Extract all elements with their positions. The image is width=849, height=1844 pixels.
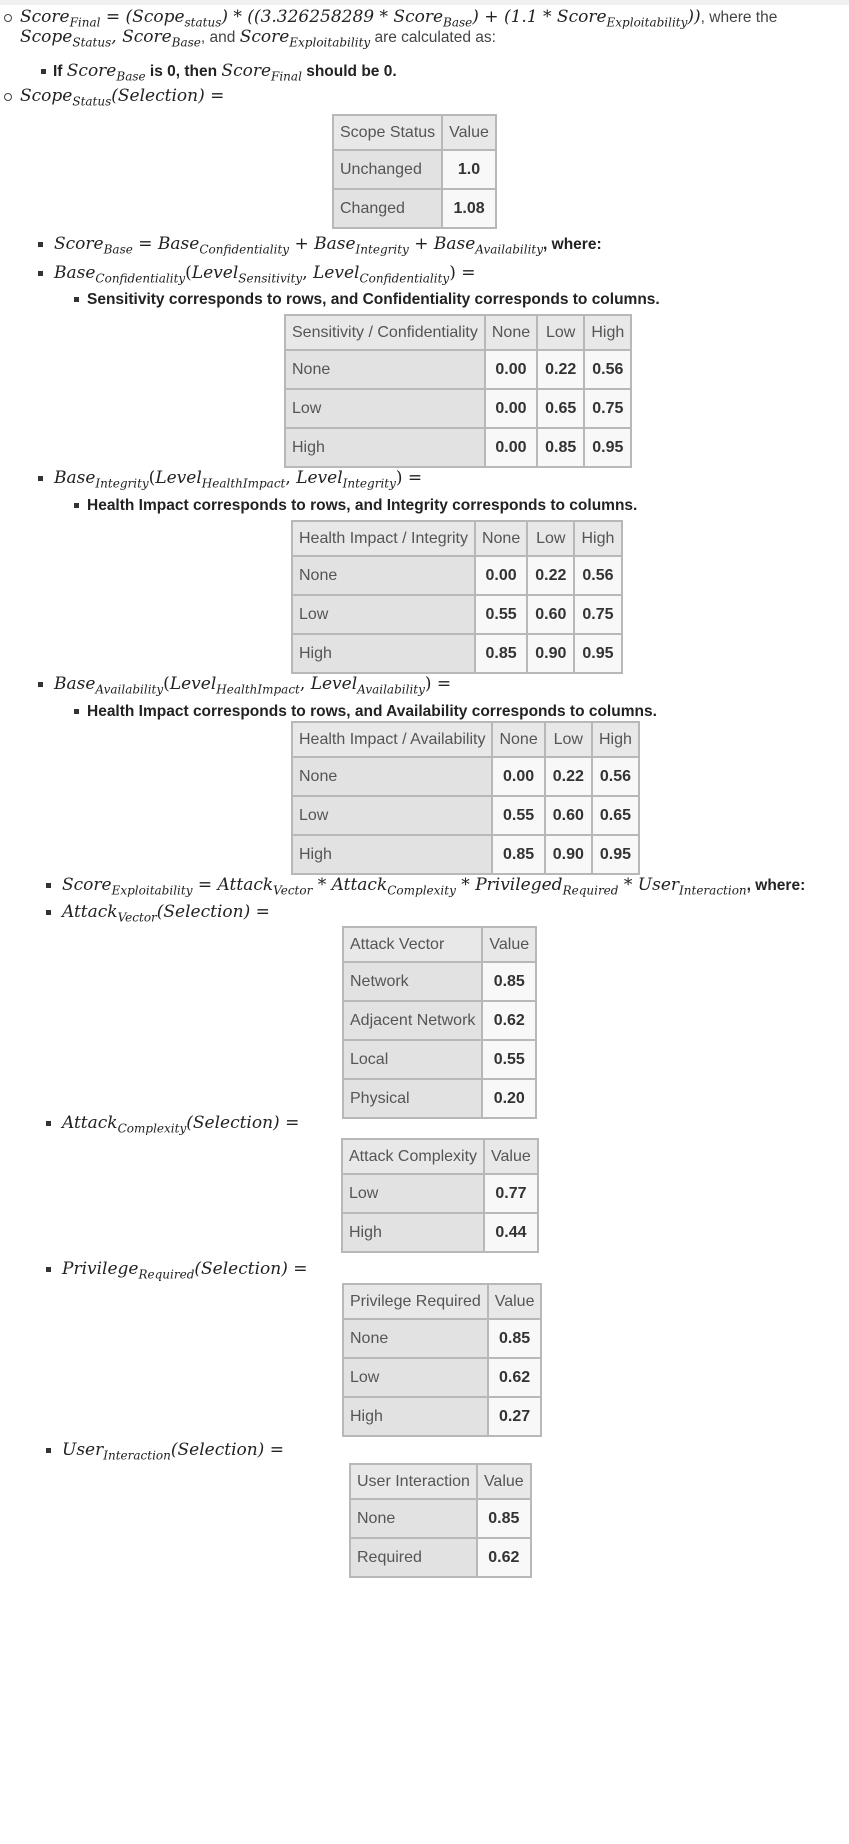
table-header-cell: None	[475, 521, 527, 556]
formula-term: Score	[54, 234, 104, 254]
table-row-label: None	[292, 757, 492, 796]
table-header-cell: Value	[482, 927, 536, 962]
table-row	[342, 1213, 538, 1252]
top-strip	[0, 0, 849, 5]
formula-subscript: Confidentiality	[199, 242, 290, 257]
table-header-cell: Privilege Required	[343, 1284, 488, 1319]
table-row	[292, 835, 639, 874]
formula-term: Scope	[20, 27, 73, 47]
formula-subscript: Required	[562, 883, 619, 898]
score-base-formula	[54, 233, 602, 260]
table-value-cell: 0.55	[482, 1040, 536, 1079]
formula-text: are calculated as:	[370, 29, 496, 46]
table-row	[343, 1079, 536, 1118]
table-value-cell: 0.95	[574, 634, 621, 673]
formula-subscript: Integrity	[355, 242, 409, 257]
formula-subscript: HealthImpact	[201, 476, 286, 491]
table-value-cell: 0.85	[477, 1499, 531, 1538]
attack-vector-heading	[62, 901, 270, 928]
formula-subscript: Final	[271, 69, 302, 84]
table-header-cell: High	[574, 521, 621, 556]
formula-subscript: HealthImpact	[216, 682, 300, 697]
table-value-cell: 0.55	[475, 595, 527, 634]
table-row	[333, 150, 496, 189]
table-value-cell: 0.62	[477, 1538, 531, 1577]
table-header-cell: Sensitivity / Confidentiality	[285, 315, 485, 350]
list-bullet-square	[74, 503, 79, 508]
table-value-cell: 0.85	[475, 634, 527, 673]
formula-term: Score	[239, 27, 290, 47]
table-value-cell: 0.22	[537, 350, 584, 389]
table-header-cell: Health Impact / Integrity	[292, 521, 475, 556]
formula-term: ) * ((3.326258289 * Score	[221, 7, 444, 27]
availability-note	[87, 700, 657, 723]
formula-subscript: Base	[103, 242, 133, 257]
formula-term: *	[618, 875, 638, 895]
table-header-row	[343, 927, 536, 962]
formula-term: +	[289, 234, 315, 254]
formula-subscript: Confidentiality	[95, 271, 186, 286]
table-header-row	[333, 115, 496, 150]
list-bullet-square	[74, 297, 79, 302]
table-value-cell: 0.00	[485, 389, 537, 428]
table-header-row	[350, 1464, 531, 1499]
rule-text: should be 0.	[301, 63, 397, 80]
note-text: Sensitivity corresponds to rows, and Confidentiality corresponds to columns.	[87, 291, 660, 308]
table-value-cell: 0.77	[484, 1174, 538, 1213]
table-header-row	[343, 1284, 541, 1319]
formula-term: , Score	[111, 27, 172, 47]
table-row	[285, 428, 631, 467]
formula-subscript: Availability	[357, 682, 425, 697]
privilege-required-heading	[62, 1258, 307, 1285]
table-row	[285, 350, 631, 389]
formula-term: Attack	[331, 875, 388, 895]
rule-text: If	[53, 63, 67, 80]
table-row-label: High	[342, 1213, 484, 1252]
list-bullet-square	[38, 682, 43, 687]
list-bullet-square	[46, 1267, 51, 1272]
table-row-label: High	[343, 1397, 488, 1436]
formula-term: Level	[310, 674, 358, 694]
table-row	[292, 556, 622, 595]
list-bullet-square	[38, 271, 43, 276]
table-header-cell: Attack Complexity	[342, 1139, 484, 1174]
user-interaction-heading	[62, 1439, 284, 1466]
formula-term: Attack	[62, 1113, 118, 1133]
list-bullet-square	[46, 1448, 51, 1453]
table-value-cell: 0.95	[592, 835, 639, 874]
table-header-cell: Scope Status	[333, 115, 442, 150]
table-row	[343, 1358, 541, 1397]
formula-subscript: Complexity	[117, 1121, 187, 1136]
exploitability-formula	[62, 874, 805, 901]
table-header-cell: Low	[545, 722, 592, 757]
table-value-cell: 0.85	[488, 1319, 542, 1358]
note-text: Health Impact corresponds to rows, and Availability corresponds to columns.	[87, 703, 657, 720]
table-row-label: Physical	[343, 1079, 482, 1118]
list-bullet-hollow	[4, 14, 12, 22]
table-header-cell: Value	[477, 1464, 531, 1499]
table-header-cell: High	[584, 315, 631, 350]
formula-subscript: Base	[116, 69, 146, 84]
table-header-cell: User Interaction	[350, 1464, 477, 1499]
formula-term: = (Scope	[100, 7, 185, 27]
base-integrity-heading: Base$_{Integrity}$(Level$_{HealthImpact}$, Level$_{Integrity}$) =	[54, 468, 423, 491]
table-value-cell: 1.08	[442, 189, 496, 228]
confidentiality-note	[87, 288, 660, 311]
list-bullet-hollow	[4, 93, 12, 101]
formula-term: (Selection) =	[194, 1259, 308, 1279]
table-value-cell: 0.56	[592, 757, 639, 796]
table-header-row	[292, 722, 639, 757]
formula-term: Score	[20, 7, 70, 27]
table-row-label: None	[285, 350, 485, 389]
table-row-label: Changed	[333, 189, 442, 228]
formula-term: Base	[54, 674, 96, 694]
table-row	[292, 796, 639, 835]
attack-complexity-heading	[62, 1112, 299, 1139]
table-row-label: None	[350, 1499, 477, 1538]
table-header-row	[285, 315, 631, 350]
formula-subscript: Exploitability	[289, 35, 371, 50]
formula-term: ))	[687, 7, 701, 27]
table-row-label: Required	[350, 1538, 477, 1577]
table-row-label: Low	[285, 389, 485, 428]
formula-subscript: Integrity	[95, 476, 149, 491]
scope-status-table	[332, 114, 497, 229]
table-row	[333, 189, 496, 228]
note-text: Health Impact corresponds to rows, and Integrity corresponds to columns.	[87, 497, 638, 514]
table-value-cell: 0.20	[482, 1079, 536, 1118]
list-bullet-square	[38, 476, 43, 481]
table-row	[350, 1538, 531, 1577]
table-header-cell: Value	[442, 115, 496, 150]
formula-term: Base	[54, 468, 96, 488]
table-row	[292, 757, 639, 796]
table-row-label: High	[292, 835, 492, 874]
table-row	[292, 634, 622, 673]
formula-term: Level	[313, 263, 360, 283]
formula-term: Level	[155, 468, 202, 488]
confidentiality-table	[284, 314, 632, 468]
table-row-label: Low	[343, 1358, 488, 1397]
formula-term: Score	[62, 875, 112, 895]
integrity-note	[87, 494, 637, 517]
base-availability-heading: Base$_{Availability}$(Level$_{HealthImpact}$, Level$_{Availability}$) =	[54, 674, 452, 697]
formula-subscript: Confidentiality	[359, 271, 450, 286]
formula-term: Base	[433, 234, 476, 254]
formula-term: Base	[54, 263, 96, 283]
formula-term: =	[132, 234, 158, 254]
table-header-cell: Health Impact / Availability	[292, 722, 492, 757]
attack-complexity-table	[341, 1138, 539, 1253]
table-value-cell: 0.90	[545, 835, 592, 874]
scope-status-heading	[20, 85, 224, 112]
table-value-cell: 0.60	[545, 796, 592, 835]
formula-term: Level	[296, 468, 343, 488]
table-row-label: Unchanged	[333, 150, 442, 189]
formula-subscript: Base	[171, 35, 201, 50]
table-value-cell: 0.62	[488, 1358, 542, 1397]
list-bullet-square	[46, 910, 51, 915]
table-header-cell: None	[492, 722, 544, 757]
table-header-cell: Value	[484, 1139, 538, 1174]
table-value-cell: 0.22	[545, 757, 592, 796]
formula-term: *	[455, 875, 476, 895]
table-row	[342, 1174, 538, 1213]
table-header-cell: High	[592, 722, 639, 757]
formula-subscript: Final	[69, 15, 101, 30]
table-value-cell: 0.75	[574, 595, 621, 634]
list-bullet-square	[46, 1121, 51, 1126]
formula-text: , and	[200, 29, 240, 46]
formula-term: (Selection) =	[156, 902, 270, 922]
formula-subscript: Exploitability	[111, 883, 193, 898]
table-value-cell: 1.0	[442, 150, 496, 189]
table-row	[292, 595, 622, 634]
list-bullet-square	[46, 883, 51, 888]
formula-term: *	[312, 875, 332, 895]
formula-term: (Selection) =	[186, 1113, 300, 1133]
formula-term: User	[637, 875, 680, 895]
formula-subscript: Availability	[95, 682, 164, 697]
table-row-label: Low	[342, 1174, 484, 1213]
formula-term: User	[62, 1440, 104, 1460]
formula-term: ) + (1.1 * Score	[472, 7, 607, 27]
table-header-cell: Low	[537, 315, 584, 350]
formula-text: , where the	[700, 9, 778, 26]
list-bullet-square	[74, 709, 79, 714]
table-value-cell: 0.27	[488, 1397, 542, 1436]
table-row-label: Network	[343, 962, 482, 1001]
table-value-cell: 0.00	[492, 757, 544, 796]
formula-term: Score	[221, 61, 272, 81]
formula-subscript: Sensitivity	[238, 271, 303, 286]
table-header-cell: Value	[488, 1284, 542, 1319]
formula-subscript: Exploitability	[606, 15, 688, 30]
table-row-label: Low	[292, 796, 492, 835]
formula-subscript: status	[184, 15, 222, 30]
table-value-cell: 0.60	[527, 595, 574, 634]
table-row-label: None	[343, 1319, 488, 1358]
table-value-cell: 0.56	[584, 350, 631, 389]
formula-subscript: Base	[443, 15, 473, 30]
formula-subscript: Vector	[273, 883, 313, 898]
formula-term: Level	[169, 674, 217, 694]
rule-text: is 0, then	[145, 63, 222, 80]
table-value-cell: 0.56	[574, 556, 621, 595]
formula-term: Attack	[62, 902, 118, 922]
formula-subscript: Required	[138, 1267, 195, 1282]
formula-term: Level	[191, 263, 239, 283]
score-final-formula-line2	[20, 26, 496, 53]
table-row-label: None	[292, 556, 475, 595]
formula-term: Privilege	[62, 1259, 139, 1279]
table-row	[350, 1499, 531, 1538]
formula-term: =	[192, 875, 218, 895]
table-value-cell: 0.75	[584, 389, 631, 428]
table-row-label: Local	[343, 1040, 482, 1079]
table-value-cell: 0.44	[484, 1213, 538, 1252]
table-value-cell: 0.65	[592, 796, 639, 835]
table-header-row	[292, 521, 622, 556]
if-rule	[53, 60, 397, 87]
table-header-row	[342, 1139, 538, 1174]
list-bullet-square	[38, 242, 43, 247]
table-value-cell: 0.55	[492, 796, 544, 835]
table-header-cell: None	[485, 315, 537, 350]
user-interaction-table	[349, 1463, 532, 1578]
formula-term: +	[408, 234, 434, 254]
table-row	[285, 389, 631, 428]
table-row-label: Low	[292, 595, 475, 634]
formula-term: Privileged	[475, 875, 563, 895]
table-value-cell: 0.85	[492, 835, 544, 874]
formula-term: Score	[66, 61, 117, 81]
table-value-cell: 0.95	[584, 428, 631, 467]
attack-vector-table	[342, 926, 537, 1119]
formula-term: Scope	[20, 86, 73, 106]
table-row-label: High	[285, 428, 485, 467]
table-value-cell: 0.00	[485, 350, 537, 389]
formula-subscript: Status	[72, 35, 112, 50]
table-value-cell: 0.00	[485, 428, 537, 467]
table-row	[343, 1001, 536, 1040]
table-row	[343, 1040, 536, 1079]
table-header-cell: Low	[527, 521, 574, 556]
formula-subscript: Integrity	[342, 476, 396, 491]
formula-subscript: Vector	[117, 910, 157, 925]
formula-term: (Selection) =	[170, 1440, 284, 1460]
integrity-table	[291, 520, 623, 674]
formula-term: Attack	[217, 875, 274, 895]
table-value-cell: 0.65	[537, 389, 584, 428]
formula-subscript: Interaction	[679, 883, 747, 898]
formula-text: , where:	[543, 236, 602, 253]
formula-subscript: Complexity	[387, 883, 456, 898]
formula-subscript: Availability	[475, 242, 544, 257]
formula-term: Base	[314, 234, 356, 254]
formula-term: Base	[157, 234, 200, 254]
table-row	[343, 962, 536, 1001]
table-row-label: Adjacent Network	[343, 1001, 482, 1040]
formula-text: , where:	[746, 877, 806, 894]
table-value-cell: 0.85	[537, 428, 584, 467]
table-header-cell: Attack Vector	[343, 927, 482, 962]
formula-term: (Selection) =	[111, 86, 225, 106]
privilege-required-table	[342, 1283, 542, 1437]
table-value-cell: 0.00	[475, 556, 527, 595]
list-bullet-square	[41, 69, 46, 74]
table-value-cell: 0.90	[527, 634, 574, 673]
table-value-cell: 0.22	[527, 556, 574, 595]
table-value-cell: 0.62	[482, 1001, 536, 1040]
base-confidentiality-heading: Base$_{Confidentiality}$(Level$_{Sensitivity}$, Level$_{Confidentiality}$) =	[54, 263, 476, 286]
table-value-cell: 0.85	[482, 962, 536, 1001]
availability-table	[291, 721, 640, 875]
table-row	[343, 1397, 541, 1436]
formula-subscript: Interaction	[103, 1448, 171, 1463]
table-row-label: High	[292, 634, 475, 673]
table-row	[343, 1319, 541, 1358]
formula-subscript: Status	[72, 94, 112, 109]
